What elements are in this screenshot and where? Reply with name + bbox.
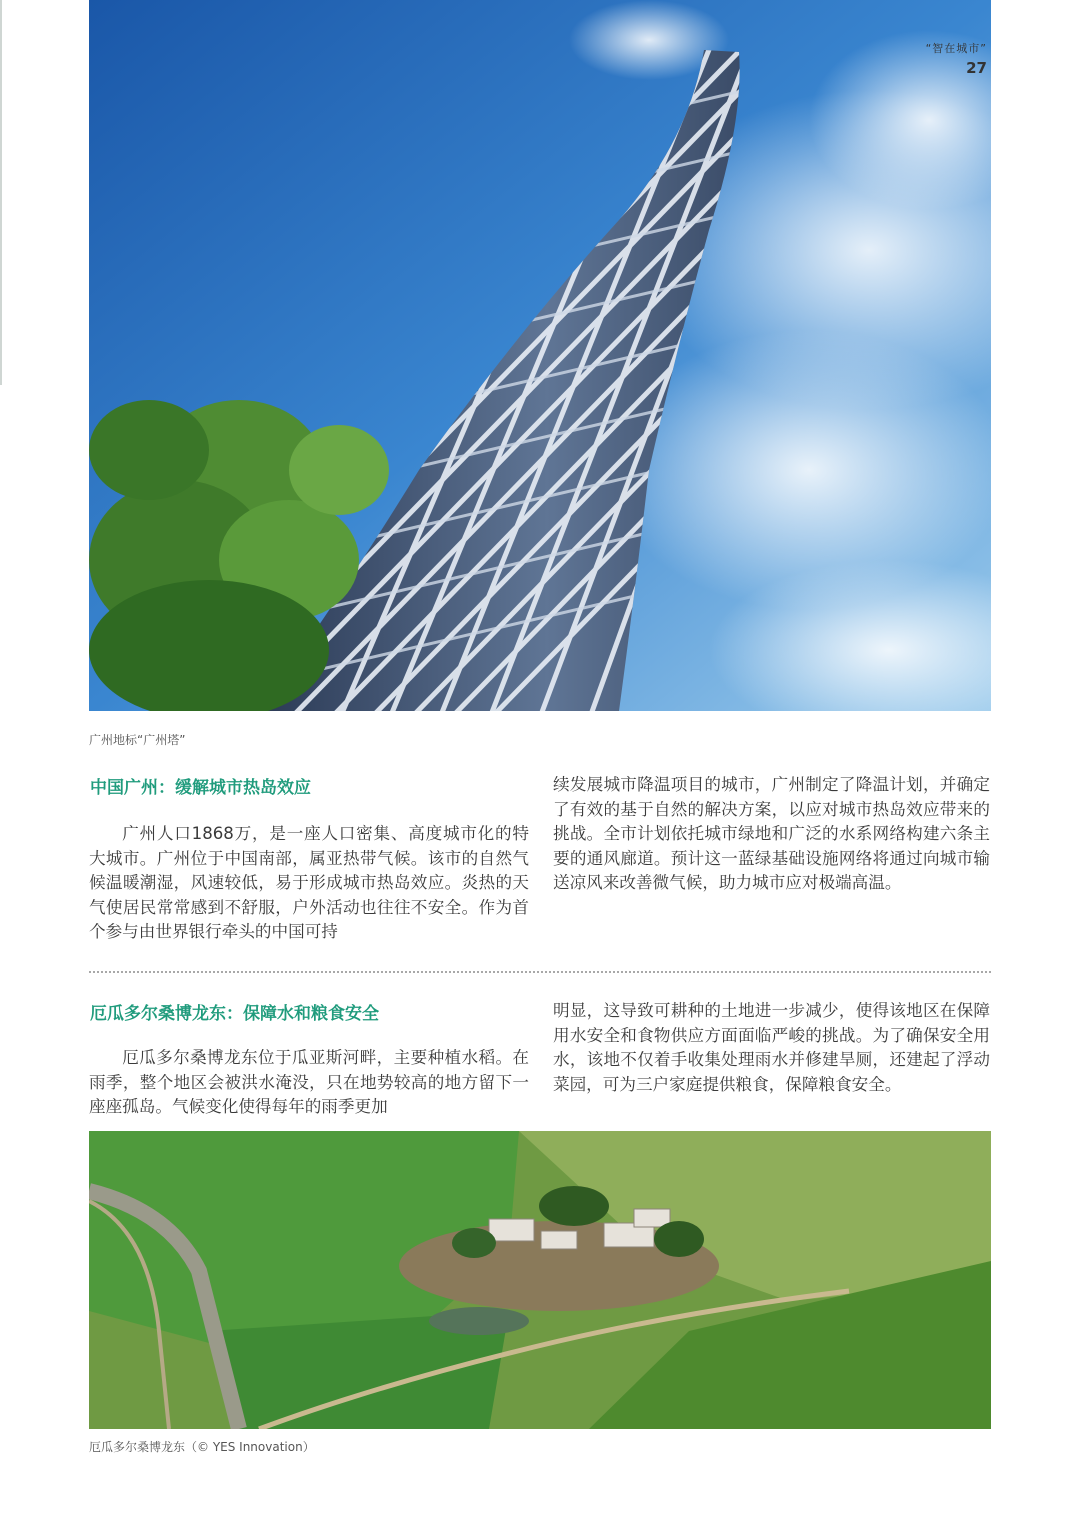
running-head [926,40,987,77]
article-guangzhou-column-left: 广州人口1868万，是一座人口密集、高度城市化的特大城市。广州位于中国南部，属亚热带气候。该市的自然气候温暖潮湿，风速较低，易于形成城市热岛效应。炎热的天气使居民常常感到不舒服，户外活动也往往不安全。作为首个参与由世界银行牵头的中国可持 [89,824,529,941]
section-divider [89,971,991,973]
article-guangzhou-column-right: 续发展城市降温项目的城市，广州制定了降温计划，并确定了有效的基于自然的解决方案，以应对城市热岛效应带来的挑战。全市计划依托城市绿地和广泛的水系网络构建六条主要的通风廊道。预计这一蓝绿基础设施网络将通过向城市输送凉风来改善微气候，助力城市应对极端高温。 [553,775,990,892]
section-label: “智在城市” [925,42,987,55]
article-heading-ecuador: 厄瓜多尔桑博龙东：保障水和粮食安全 [90,1004,379,1024]
article-heading-guangzhou: 中国广州：缓解城市热岛效应 [90,778,311,798]
samborondon-farmland-photo [89,1131,991,1429]
page-edge-rule [0,0,2,385]
article-ecuador-column-right: 明显，这导致可耕种的土地进一步减少，使得该地区在保障用水安全和食物供应方面面临严峻的挑战。为了确保安全用水，该地不仅着手收集处理雨水并修建旱厕，还建起了浮动菜园，可为三户家庭提供粮食，保障粮食安全。 [553,1001,990,1094]
photo-caption-top: 广州地标“广州塔” [89,733,186,747]
article-ecuador-column-left: 厄瓜多尔桑博龙东位于瓜亚斯河畔，主要种植水稻。在雨季，整个地区会被洪水淹没，只在地势较高的地方留下一座座孤岛。气候变化使得每年的雨季更加 [89,1048,529,1116]
canton-tower-photo [89,0,991,711]
page-number: 27 [966,59,987,77]
photo-caption-bottom: 厄瓜多尔桑博龙东（© YES Innovation） [89,1440,315,1454]
